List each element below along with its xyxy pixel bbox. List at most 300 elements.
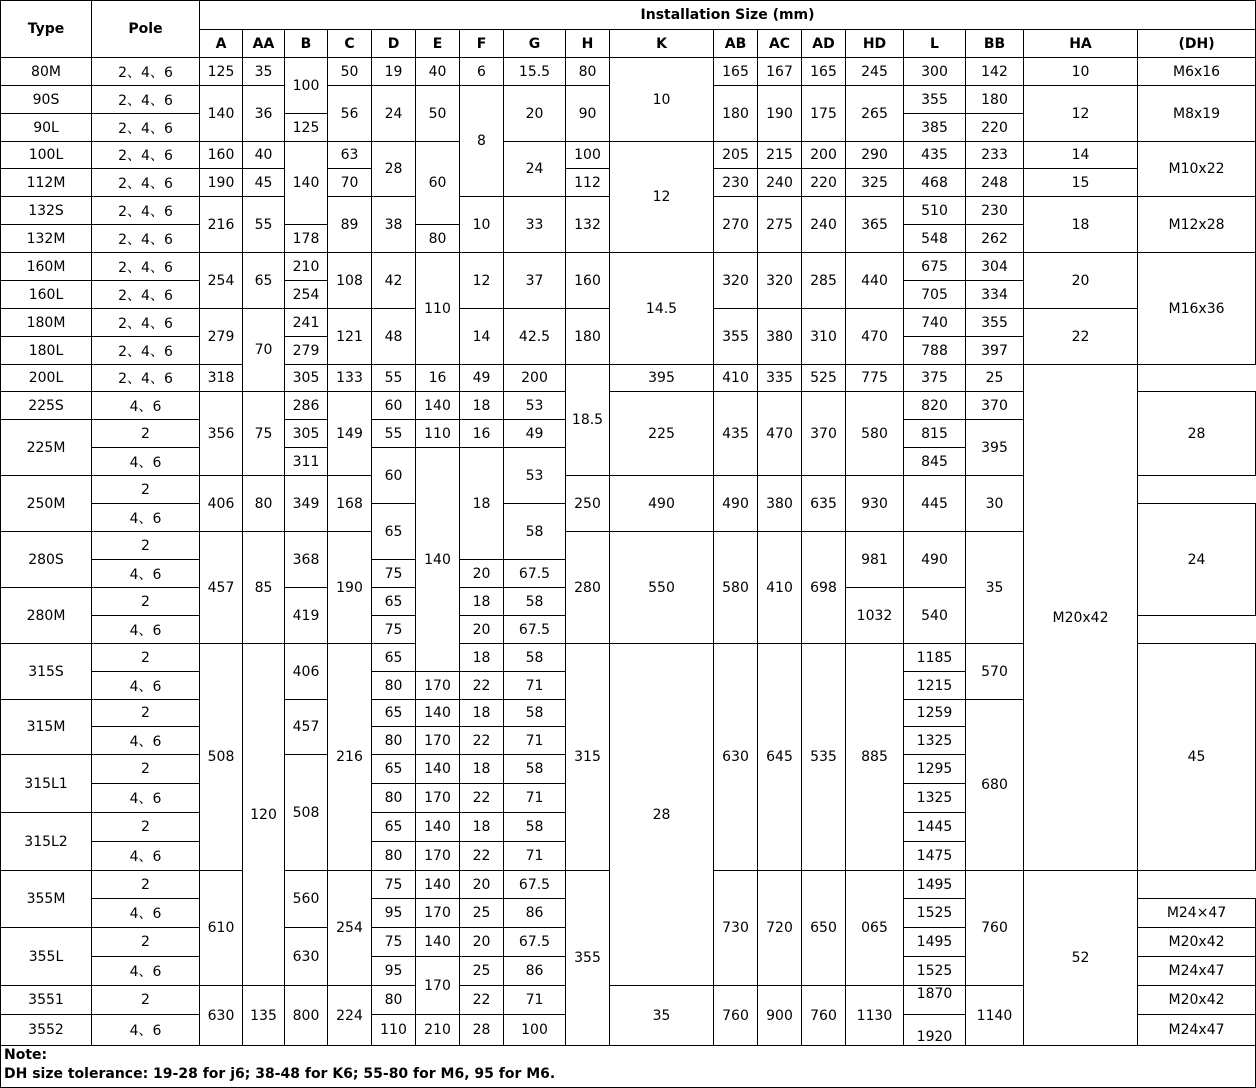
cell-D: 95 — [372, 957, 416, 986]
cell-L: 1920 — [904, 1015, 966, 1046]
cell-D: 80 — [372, 842, 416, 871]
cell-D: 48 — [372, 309, 416, 365]
cell-H: 100 — [566, 142, 610, 169]
cell-L: 930 — [846, 476, 904, 532]
col-header: HA — [1024, 30, 1138, 58]
cell-H: 225 — [610, 392, 714, 476]
pole-cell: 2 — [92, 644, 200, 672]
cell-E: 170 — [416, 899, 460, 928]
cell-F: 22 — [460, 672, 504, 700]
cell-F: 20 — [460, 871, 504, 899]
cell-F: 12 — [460, 253, 504, 309]
cell-E: 50 — [416, 86, 460, 142]
cell-D: 80 — [372, 727, 416, 755]
cell-DH: M10x22 — [1138, 142, 1256, 197]
cell-E: 40 — [416, 58, 460, 86]
cell-L: 1870 — [904, 986, 966, 1015]
cell-K: 14.5 — [610, 253, 714, 365]
cell-F: 25 — [460, 957, 504, 986]
cell-BB: 334 — [966, 281, 1024, 309]
cell-F: 22 — [460, 727, 504, 755]
cell-B: 241 — [285, 309, 328, 337]
cell-BB: 230 — [966, 197, 1024, 225]
cell-E: 110 — [416, 253, 460, 365]
cell-AC: 470 — [758, 392, 802, 476]
cell-HD: 580 — [846, 392, 904, 476]
note-title: Note: — [4, 1047, 48, 1063]
cell-AB: 395 — [610, 365, 714, 392]
cell-L: 1325 — [904, 727, 966, 755]
cell-AB: 760 — [714, 986, 758, 1046]
cell-L: 740 — [904, 309, 966, 337]
cell-L: 1295 — [904, 755, 966, 784]
col-header: AA — [243, 30, 285, 58]
cell-D: 75 — [372, 560, 416, 588]
cell-K: 18.5 — [566, 365, 610, 476]
cell-AB: 270 — [714, 197, 758, 253]
cell-HD: 440 — [846, 253, 904, 309]
cell-HA: 10 — [1024, 58, 1138, 86]
cell-B: 286 — [285, 392, 328, 420]
cell-AD: 240 — [802, 197, 846, 253]
cell-A: 279 — [200, 309, 243, 365]
cell-AB: 320 — [714, 253, 758, 309]
cell-L: 1032 — [846, 588, 904, 644]
cell-HD: 470 — [846, 309, 904, 365]
col-header: BB — [966, 30, 1024, 58]
cell-AD: 380 — [758, 476, 802, 532]
cell-AB: 435 — [714, 392, 758, 476]
cell-BB: 304 — [966, 253, 1024, 281]
cell-AA: 135 — [243, 986, 285, 1046]
cell-A: 457 — [200, 532, 243, 644]
pole-cell: 2、4、6 — [92, 225, 200, 253]
pole-cell: 2、4、6 — [92, 365, 200, 392]
cell-AC: 215 — [758, 142, 802, 169]
cell-BB: 370 — [966, 392, 1024, 420]
cell-AC: 720 — [758, 871, 802, 986]
col-header: D — [372, 30, 416, 58]
cell-G: 100 — [504, 1015, 566, 1046]
cell-D: 28 — [372, 142, 416, 197]
cell-D: 55 — [372, 420, 416, 448]
cell-L: 468 — [904, 169, 966, 197]
cell-F: 18 — [460, 644, 504, 672]
cell-B: 800 — [285, 986, 328, 1046]
cell-D: 80 — [372, 784, 416, 813]
pole-cell: 2、4、6 — [92, 58, 200, 86]
cell-B: 630 — [285, 928, 328, 986]
cell-G: 67.5 — [504, 871, 566, 899]
pole-cell: 2 — [92, 928, 200, 957]
type-cell: 315S — [1, 644, 92, 700]
cell-HA: 52 — [1024, 871, 1138, 1046]
cell-C: 133 — [328, 365, 372, 392]
type-cell: 180M — [1, 309, 92, 337]
cell-E: 140 — [416, 700, 460, 727]
cell-F: 14 — [460, 309, 504, 365]
pole-cell: 4、6 — [92, 899, 200, 928]
cell-F: 10 — [460, 197, 504, 253]
cell-B: 210 — [285, 253, 328, 281]
cell-A: 318 — [200, 365, 243, 392]
cell-HD: 065 — [846, 871, 904, 986]
cell-L: 1525 — [904, 899, 966, 928]
cell-A: 508 — [200, 644, 243, 871]
cell-AB: 630 — [714, 644, 758, 871]
cell-G: 42.5 — [504, 309, 566, 365]
cell-AD: 650 — [802, 871, 846, 986]
cell-B: 305 — [285, 420, 328, 448]
cell-HA: 18 — [1024, 197, 1138, 253]
cell-A: 160 — [200, 142, 243, 169]
cell-D: 75 — [372, 871, 416, 899]
cell-HD: 698 — [802, 532, 846, 644]
cell-HA: 30 — [966, 476, 1024, 532]
cell-G: 58 — [504, 504, 566, 560]
cell-G: 71 — [504, 672, 566, 700]
cell-BB: 445 — [904, 476, 966, 532]
cell-F: 22 — [460, 784, 504, 813]
cell-AC: 167 — [758, 58, 802, 86]
cell-AA: 75 — [243, 392, 285, 476]
pole-cell: 4、6 — [92, 957, 200, 986]
cell-H: 355 — [566, 871, 610, 1046]
cell-L: 675 — [904, 253, 966, 281]
cell-HD: 1130 — [846, 986, 904, 1046]
cell-D: 55 — [372, 365, 416, 392]
cell-AC: 900 — [758, 986, 802, 1046]
type-cell: 355L — [1, 928, 92, 986]
cell-C: 89 — [328, 197, 372, 253]
cell-G: 49 — [460, 365, 504, 392]
cell-B: 100 — [285, 58, 328, 114]
cell-E: 140 — [416, 871, 460, 899]
cell-AA: 55 — [243, 197, 285, 253]
type-cell: 315M — [1, 700, 92, 755]
cell-E: 60 — [416, 142, 460, 225]
header-pole: Pole — [92, 1, 200, 58]
cell-A: 356 — [200, 392, 243, 476]
cell-D: 80 — [372, 672, 416, 700]
cell-L: 1325 — [904, 784, 966, 813]
cell-K: 12 — [610, 142, 714, 253]
cell-D: 19 — [372, 58, 416, 86]
cell-L: 820 — [904, 392, 966, 420]
cell-E: 170 — [416, 727, 460, 755]
type-cell: 355M — [1, 871, 92, 928]
type-cell: 250M — [1, 476, 92, 532]
cell-BB: 355 — [966, 309, 1024, 337]
cell-BB: 233 — [966, 142, 1024, 169]
type-cell: 280S — [1, 532, 92, 588]
cell-AA: 40 — [243, 142, 285, 169]
cell-B: 311 — [285, 448, 328, 476]
pole-cell: 4、6 — [92, 672, 200, 700]
cell-L: 1475 — [904, 842, 966, 871]
type-cell: 225M — [1, 420, 92, 476]
cell-C: 56 — [328, 86, 372, 142]
pole-cell: 2 — [92, 532, 200, 560]
cell-L: 775 — [846, 365, 904, 392]
cell-AC: 645 — [758, 644, 802, 871]
cell-HD: 245 — [846, 58, 904, 86]
pole-cell: 4、6 — [92, 727, 200, 755]
col-header: HD — [846, 30, 904, 58]
type-cell: 132S — [1, 197, 92, 225]
cell-L: 548 — [904, 225, 966, 253]
cell-G: 20 — [504, 86, 566, 142]
cell-G: 67.5 — [504, 616, 566, 644]
cell-BB: 248 — [966, 169, 1024, 197]
cell-DH: M24x47 — [1138, 957, 1256, 986]
cell-AD: 310 — [802, 309, 846, 365]
cell-G: 71 — [504, 842, 566, 871]
cell-AA: 85 — [243, 532, 285, 644]
cell-G: 71 — [504, 784, 566, 813]
col-header: C — [328, 30, 372, 58]
cell-AA: 70 — [243, 309, 285, 392]
type-cell: 225S — [1, 392, 92, 420]
cell-F: 28 — [460, 1015, 504, 1046]
cell-G: 71 — [504, 727, 566, 755]
cell-DH: M24×47 — [1138, 899, 1256, 928]
pole-cell: 2、4、6 — [92, 337, 200, 365]
cell-BB: 375 — [904, 365, 966, 392]
cell-AD: 285 — [802, 253, 846, 309]
cell-K: 10 — [610, 58, 714, 142]
cell-E: 210 — [416, 1015, 460, 1046]
cell-AC: 410 — [714, 365, 758, 392]
cell-B: 279 — [285, 337, 328, 365]
cell-D: 65 — [372, 813, 416, 842]
cell-F: 22 — [460, 986, 504, 1015]
pole-cell: 4、6 — [92, 504, 200, 532]
cell-F: 20 — [460, 928, 504, 957]
cell-HA: 20 — [1024, 253, 1138, 309]
cell-C: 108 — [328, 253, 372, 309]
cell-A: 630 — [200, 986, 243, 1046]
cell-F: 20 — [460, 616, 504, 644]
cell-E: 140 — [416, 928, 460, 957]
cell-F: 18 — [460, 755, 504, 784]
col-header: H — [566, 30, 610, 58]
cell-B: 305 — [285, 365, 328, 392]
cell-H: 80 — [566, 58, 610, 86]
col-header: (DH) — [1138, 30, 1256, 58]
cell-L: 845 — [904, 448, 966, 476]
cell-F: 18 — [460, 392, 504, 420]
pole-cell: 2 — [92, 755, 200, 784]
cell-AA: 65 — [243, 253, 285, 309]
cell-H: 250 — [566, 476, 610, 532]
cell-F: 25 — [460, 899, 504, 928]
cell-L: 1259 — [904, 700, 966, 727]
cell-F: 16 — [460, 420, 504, 448]
cell-AA: 120 — [243, 644, 285, 986]
cell-BB: 570 — [966, 644, 1024, 700]
cell-C: 216 — [328, 644, 372, 871]
cell-DH: M12x28 — [1138, 197, 1256, 253]
pole-cell: 2 — [92, 588, 200, 616]
cell-HD: 265 — [846, 86, 904, 142]
cell-HD: 635 — [802, 476, 846, 532]
cell-AD: 535 — [802, 644, 846, 871]
cell-A: 125 — [200, 58, 243, 86]
cell-G: 58 — [504, 700, 566, 727]
cell-B: 125 — [285, 114, 328, 142]
cell-L: 1495 — [904, 871, 966, 899]
cell-H: 132 — [566, 197, 610, 253]
cell-HA: 22 — [1024, 309, 1138, 365]
cell-B: 560 — [285, 871, 328, 928]
cell-D: 65 — [372, 700, 416, 727]
type-cell: 112M — [1, 169, 92, 197]
pole-cell: 2 — [92, 871, 200, 899]
type-cell: 160L — [1, 281, 92, 309]
cell-AD: 165 — [802, 58, 846, 86]
cell-AD: 220 — [802, 169, 846, 197]
cell-F: 18 — [460, 813, 504, 842]
cell-G: 86 — [504, 899, 566, 928]
cell-BB: 262 — [966, 225, 1024, 253]
cell-F: 20 — [460, 560, 504, 588]
cell-B: 349 — [285, 476, 328, 532]
pole-cell: 2、4、6 — [92, 142, 200, 169]
cell-BB: 760 — [966, 871, 1024, 986]
cell-AD: 410 — [758, 532, 802, 644]
col-header: F — [460, 30, 504, 58]
type-cell: 3551 — [1, 986, 92, 1015]
col-header: B — [285, 30, 328, 58]
cell-L: 510 — [904, 197, 966, 225]
cell-HD: 365 — [846, 197, 904, 253]
cell-AC: 380 — [758, 309, 802, 365]
cell-E: 80 — [416, 225, 460, 253]
cell-BB: 680 — [966, 700, 1024, 871]
cell-AC: 275 — [758, 197, 802, 253]
col-header: G — [504, 30, 566, 58]
cell-E: 170 — [416, 957, 460, 1015]
cell-AB: 180 — [714, 86, 758, 142]
type-cell: 180L — [1, 337, 92, 365]
cell-DH: M20x42 — [1138, 986, 1256, 1015]
cell-AB: 550 — [610, 532, 714, 644]
cell-F: 18 — [460, 588, 504, 616]
cell-BB: 395 — [966, 420, 1024, 476]
type-cell: 80M — [1, 58, 92, 86]
cell-G: 71 — [504, 986, 566, 1015]
type-cell: 315L1 — [1, 755, 92, 813]
cell-L: 355 — [904, 86, 966, 114]
cell-B: 178 — [285, 225, 328, 253]
pole-cell: 2 — [92, 813, 200, 842]
type-cell: 90L — [1, 114, 92, 142]
cell-K: 35 — [610, 986, 714, 1046]
type-cell: 160M — [1, 253, 92, 281]
cell-E: 170 — [416, 672, 460, 700]
cell-F: 18 — [460, 448, 504, 560]
cell-L: 705 — [904, 281, 966, 309]
cell-HA: 25 — [966, 365, 1024, 392]
cell-L: 1525 — [904, 957, 966, 986]
type-cell: 280M — [1, 588, 92, 644]
cell-B: 457 — [285, 700, 328, 755]
cell-D: 42 — [372, 253, 416, 309]
cell-F: 8 — [460, 86, 504, 197]
pole-cell: 4、6 — [92, 1015, 200, 1046]
cell-G: 58 — [504, 588, 566, 616]
col-header: AC — [758, 30, 802, 58]
pole-cell: 2 — [92, 476, 200, 504]
cell-A: 254 — [200, 253, 243, 309]
cell-L: 1185 — [904, 644, 966, 672]
cell-A: 406 — [200, 476, 243, 532]
cell-A: 610 — [200, 871, 243, 986]
cell-DH: M8x19 — [1138, 86, 1256, 142]
cell-D: 110 — [372, 1015, 416, 1046]
cell-G: 53 — [504, 448, 566, 504]
cell-L: 788 — [904, 337, 966, 365]
cell-B: 419 — [285, 588, 328, 644]
note-text: DH size tolerance: 19-28 for j6; 38-48 for K6; 55-80 for M6, 95 for M6. — [4, 1066, 556, 1082]
cell-E: 140 — [416, 448, 460, 672]
pole-cell: 2、4、6 — [92, 197, 200, 225]
cell-H: 280 — [566, 532, 610, 644]
cell-DH: M20x42 — [1138, 928, 1256, 957]
cell-G: 15.5 — [504, 58, 566, 86]
cell-AB: 205 — [714, 142, 758, 169]
pole-cell: 2、4、6 — [92, 169, 200, 197]
cell-F: 22 — [460, 842, 504, 871]
cell-H: 180 — [566, 309, 610, 365]
cell-DH: M16x36 — [1138, 253, 1256, 365]
cell-D: 60 — [372, 392, 416, 420]
cell-HA: 15 — [1024, 169, 1138, 197]
cell-E: 170 — [416, 842, 460, 871]
cell-AC: 490 — [714, 476, 758, 532]
pole-cell: 4、6 — [92, 616, 200, 644]
pole-cell: 2、4、6 — [92, 281, 200, 309]
cell-B: 406 — [285, 644, 328, 700]
cell-L: 1495 — [904, 928, 966, 957]
cell-L: 300 — [904, 58, 966, 86]
cell-C: 63 — [328, 142, 372, 169]
col-header: K — [610, 30, 714, 58]
cell-AD: 370 — [802, 392, 846, 476]
cell-AD: 175 — [802, 86, 846, 142]
header-installation-size: Installation Size (mm) — [200, 1, 1256, 30]
type-cell: 3552 — [1, 1015, 92, 1046]
cell-D: 38 — [372, 197, 416, 253]
cell-BB: 490 — [904, 532, 966, 588]
cell-G: 58 — [504, 755, 566, 784]
cell-AB: 355 — [714, 309, 758, 365]
cell-C: 168 — [328, 476, 372, 532]
cell-B: 368 — [285, 532, 328, 588]
cell-G: 37 — [504, 253, 566, 309]
cell-D: 75 — [372, 928, 416, 957]
cell-G: 33 — [504, 197, 566, 253]
cell-H: 315 — [566, 644, 610, 871]
cell-AC: 580 — [714, 532, 758, 644]
cell-BB: 540 — [904, 588, 966, 644]
cell-AB: 730 — [714, 871, 758, 986]
cell-B: 508 — [285, 755, 328, 871]
cell-DH: M6x16 — [1138, 58, 1256, 86]
cell-D: 65 — [372, 588, 416, 616]
cell-D: 80 — [372, 986, 416, 1015]
